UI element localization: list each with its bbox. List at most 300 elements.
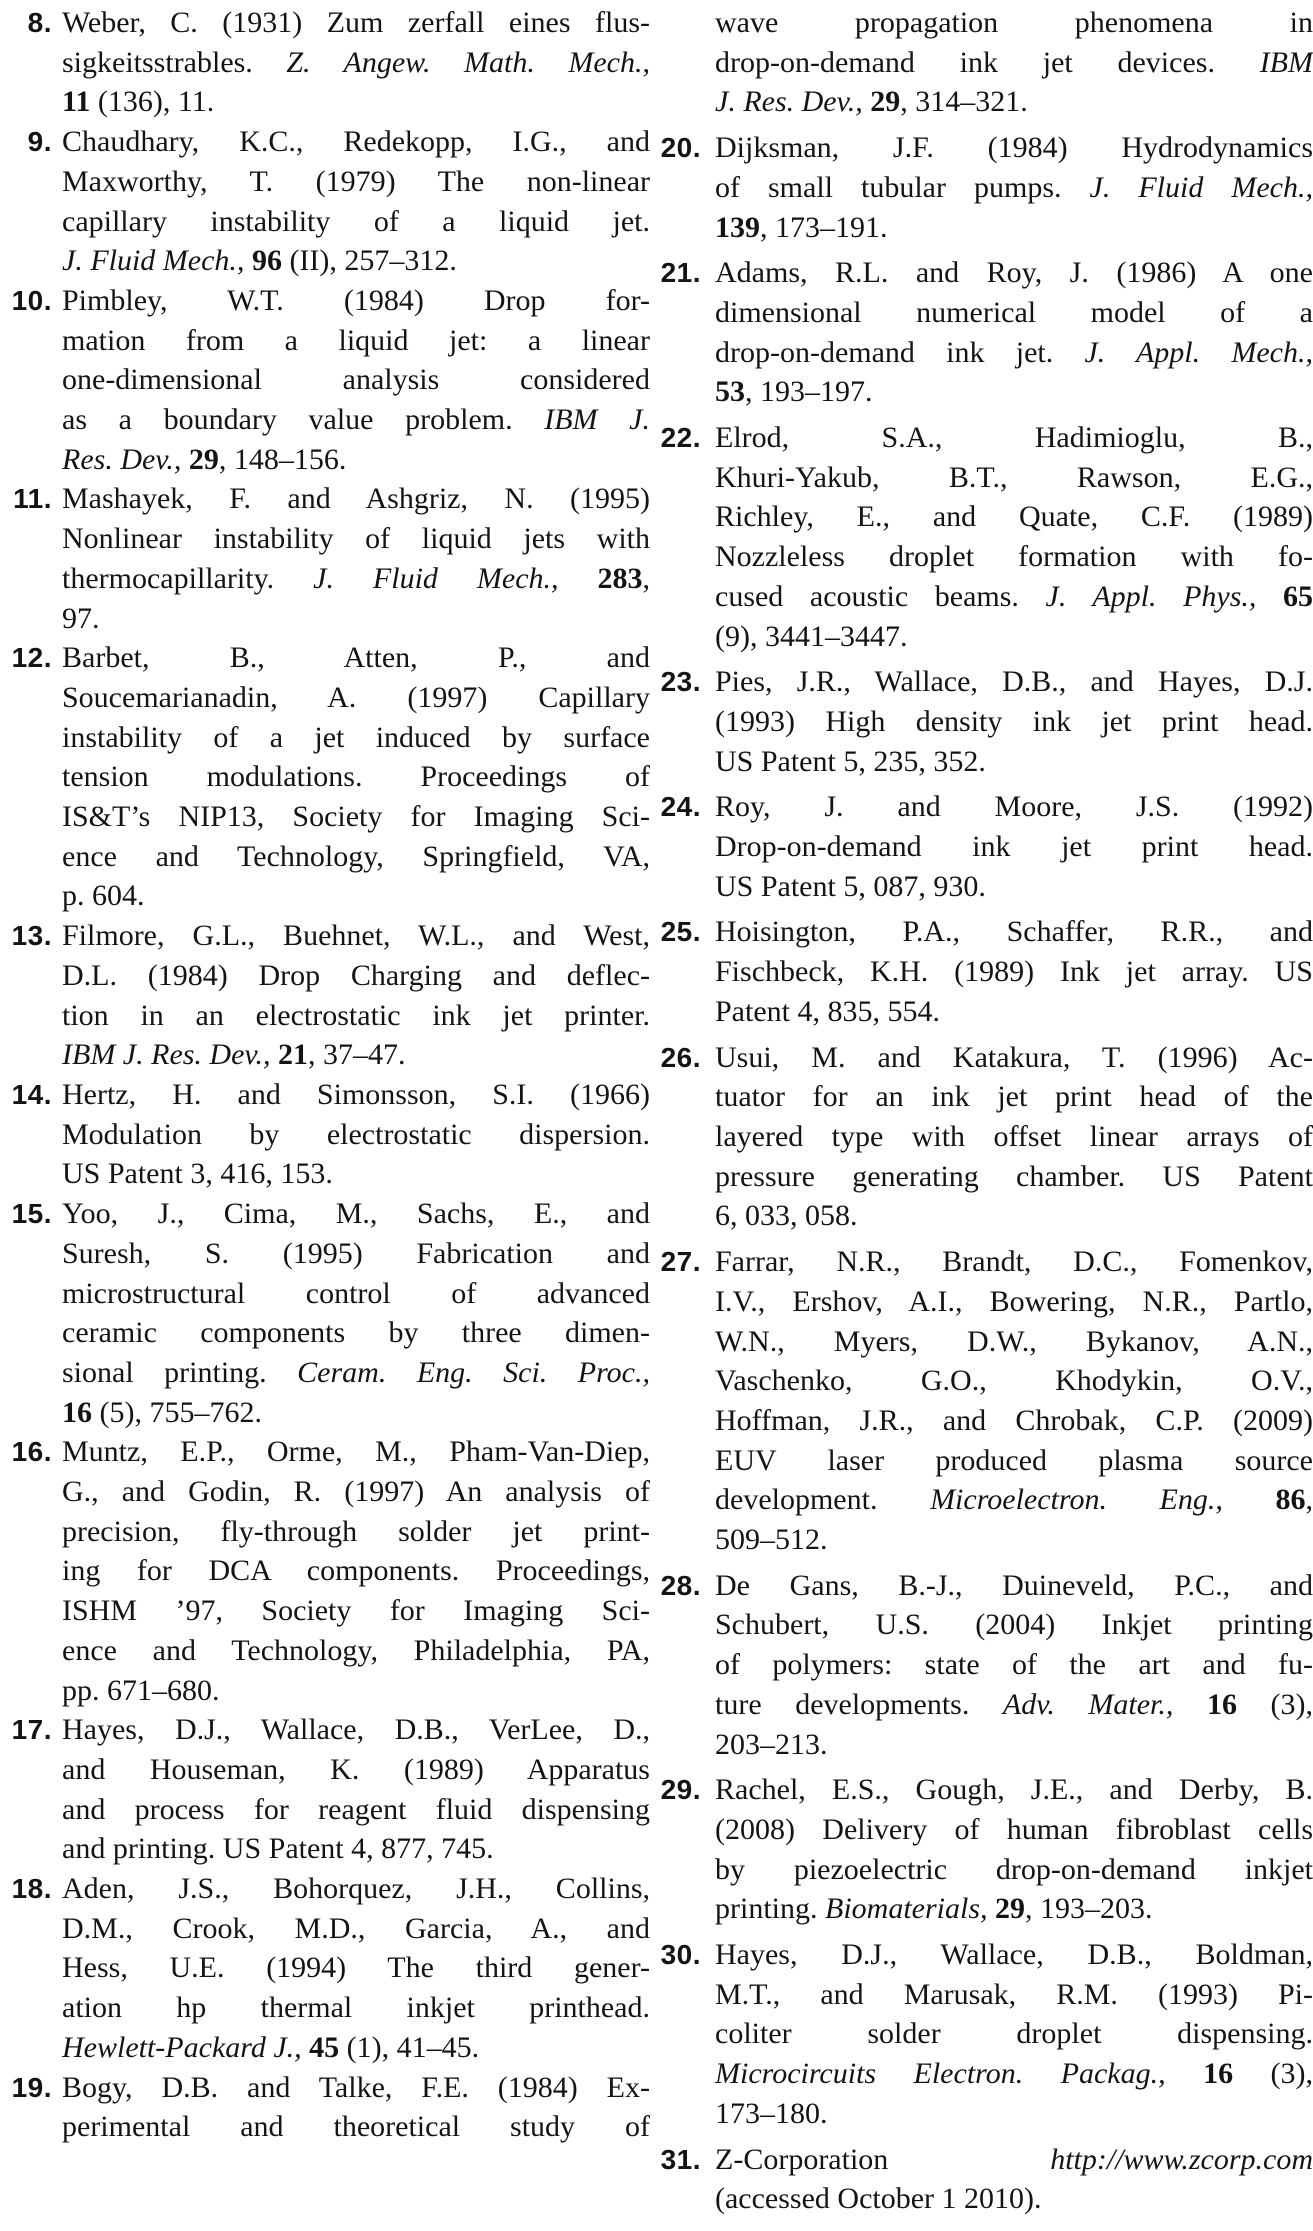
reference-body-text: Mashayek, F. and Ashgriz, N. (1995) bbox=[62, 482, 650, 516]
reference-line bbox=[62, 1551, 650, 1591]
reference-body-text: 6, 033, 058. bbox=[715, 1199, 858, 1233]
reference-text bbox=[62, 638, 650, 916]
reference-number: 27. bbox=[660, 1246, 701, 1278]
reference-item bbox=[655, 253, 1313, 412]
reference-line bbox=[715, 1975, 1313, 2015]
reference-body-text: , 37–47. bbox=[308, 1038, 406, 1072]
reference-text bbox=[62, 122, 650, 281]
reference-body-text: IS&T’s NIP13, Society for Imaging Sci- bbox=[62, 800, 650, 834]
reference-line bbox=[62, 1988, 650, 2028]
reference-line bbox=[62, 479, 650, 519]
volume-number: 16 bbox=[62, 1395, 92, 1429]
reference-text bbox=[62, 1194, 650, 1432]
reference-body-text: , 314–321. bbox=[900, 85, 1028, 119]
reference-line bbox=[715, 2179, 1313, 2219]
reference-body-text: Pies, J.R., Wallace, D.B., and Hayes, D.J. bbox=[715, 665, 1313, 699]
reference-body-text: , 148–156. bbox=[218, 442, 347, 476]
reference-body-text: thermocapillarity. bbox=[62, 561, 314, 595]
reference-line bbox=[715, 1117, 1313, 1157]
reference-number: 21. bbox=[660, 257, 701, 289]
reference-number: 16. bbox=[11, 1436, 52, 1468]
reference-body-text: Weber, C. (1931) Zum zerfall eines flus- bbox=[62, 6, 650, 39]
reference-body-text: Hess, U.E. (1994) The third gener- bbox=[62, 1951, 650, 1985]
reference-line bbox=[715, 1441, 1313, 1481]
reference-line bbox=[715, 662, 1313, 702]
reference-line bbox=[62, 678, 650, 718]
reference-body-text: Richley, E., and Quate, C.F. (1989) bbox=[715, 500, 1313, 534]
reference-line bbox=[62, 1710, 650, 1750]
reference-line bbox=[62, 1035, 650, 1075]
reference-body-text: Suresh, S. (1995) Fabrication and bbox=[62, 1236, 650, 1270]
reference-body-text: G., and Godin, R. (1997) An analysis of bbox=[62, 1475, 650, 1509]
reference-body-text: Hayes, D.J., Wallace, D.B., Boldman, bbox=[715, 1938, 1313, 1972]
journal-or-italic-text: IBM J. Res. Dev., bbox=[62, 1038, 279, 1072]
reference-body-text: ture developments. bbox=[715, 1687, 1003, 1721]
reference-body-text: 97. bbox=[62, 601, 100, 635]
reference-body-text: Rachel, E.S., Gough, J.E., and Derby, B. bbox=[715, 1773, 1313, 1807]
volume-number: 29 bbox=[188, 442, 219, 476]
reference-text bbox=[62, 1075, 650, 1194]
reference-text bbox=[62, 3, 650, 122]
reference-body-text: , bbox=[642, 561, 650, 595]
reference-body-text: wave propagation phenomena in bbox=[715, 6, 1313, 39]
reference-line bbox=[715, 497, 1313, 537]
reference-body-text: Dijksman, J.F. (1984) Hydrodynamics bbox=[715, 131, 1313, 165]
reference-body-text: sigkeitsstrables. bbox=[62, 45, 287, 79]
reference-body-text: ing for DCA components. Proceedings, bbox=[62, 1554, 650, 1588]
reference-line bbox=[62, 559, 650, 599]
reference-item bbox=[0, 479, 650, 638]
reference-line bbox=[62, 2028, 650, 2068]
reference-line bbox=[715, 253, 1313, 293]
reference-line bbox=[62, 916, 650, 956]
reference-body-text: 509–512. bbox=[715, 1523, 828, 1557]
reference-number: 19. bbox=[11, 2071, 52, 2103]
reference-body-text: (1), 41–45. bbox=[339, 2030, 480, 2064]
reference-body-text: , 173–191. bbox=[760, 210, 888, 244]
reference-body-text: (II), 257–312. bbox=[281, 244, 457, 278]
reference-item bbox=[655, 1038, 1313, 1237]
reference-line bbox=[715, 43, 1313, 83]
reference-line bbox=[715, 1196, 1313, 1236]
reference-line bbox=[715, 787, 1313, 827]
reference-line bbox=[715, 372, 1313, 412]
reference-body-text: capillary instability of a liquid jet. bbox=[62, 204, 650, 238]
reference-line bbox=[715, 168, 1313, 208]
reference-number: 22. bbox=[660, 422, 701, 454]
reference-line bbox=[715, 537, 1313, 577]
reference-line bbox=[715, 992, 1313, 1032]
reference-body-text: ceramic components by three dimen- bbox=[62, 1316, 650, 1350]
reference-line bbox=[715, 333, 1313, 373]
reference-body-text: tension modulations. Proceedings of bbox=[62, 760, 650, 794]
reference-line bbox=[62, 876, 650, 916]
reference-body-text: Hoffman, J.R., and Chrobak, C.P. (2009) bbox=[715, 1403, 1313, 1437]
reference-item bbox=[655, 128, 1313, 247]
reference-body-text: Nonlinear instability of liquid jets with bbox=[62, 522, 650, 556]
volume-number: 11 bbox=[62, 85, 91, 119]
reference-text bbox=[62, 916, 650, 1075]
reference-line bbox=[62, 837, 650, 877]
reference-body-text: (136), 11. bbox=[90, 85, 215, 119]
reference-line bbox=[715, 2094, 1313, 2134]
journal-or-italic-text: J. Fluid Mech., bbox=[62, 244, 252, 278]
reference-item bbox=[0, 281, 650, 480]
journal-or-italic-text: Microcircuits Electron. Packag., bbox=[715, 2057, 1204, 2091]
reference-item bbox=[655, 662, 1313, 781]
reference-line bbox=[715, 2140, 1313, 2180]
reference-line bbox=[62, 2068, 650, 2108]
reference-line bbox=[715, 1725, 1313, 1765]
reference-line bbox=[715, 912, 1313, 952]
reference-body-text: Aden, J.S., Bohorquez, J.H., Collins, bbox=[62, 1872, 650, 1906]
journal-or-italic-text: J. Fluid Mech., bbox=[313, 561, 598, 595]
journal-or-italic-text: Res. Dev., bbox=[62, 442, 189, 476]
reference-line bbox=[62, 599, 650, 639]
reference-body-text: Barbet, B., Atten, P., and bbox=[62, 641, 650, 675]
reference-body-text: tuator for an ink jet print head of the bbox=[715, 1080, 1313, 1114]
reference-line bbox=[715, 1282, 1313, 1322]
journal-or-italic-text: Biomaterials, bbox=[825, 1892, 995, 1926]
reference-item bbox=[655, 1770, 1313, 1929]
reference-body-text: layered type with offset linear arrays of bbox=[715, 1119, 1313, 1153]
reference-number: 9. bbox=[27, 126, 52, 158]
reference-body-text: (9), 3441–3447. bbox=[715, 619, 908, 653]
reference-number: 17. bbox=[11, 1714, 52, 1746]
reference-line bbox=[62, 1154, 650, 1194]
reference-text bbox=[715, 1770, 1313, 1929]
reference-body-text: as a boundary value problem. bbox=[62, 403, 545, 437]
reference-line bbox=[62, 757, 650, 797]
reference-item bbox=[0, 122, 650, 281]
reference-body-text: pressure generating chamber. US Patent bbox=[715, 1159, 1313, 1193]
journal-or-italic-text: Microelectron. Eng., bbox=[930, 1483, 1276, 1517]
volume-number: 29 bbox=[870, 85, 901, 119]
reference-line bbox=[62, 360, 650, 400]
reference-line bbox=[62, 1591, 650, 1631]
reference-item bbox=[0, 916, 650, 1075]
reference-body-text: US Patent 3, 416, 153. bbox=[62, 1157, 333, 1191]
reference-text bbox=[62, 479, 650, 638]
volume-number: 139 bbox=[715, 210, 760, 244]
reference-line bbox=[62, 1750, 650, 1790]
journal-or-italic-text: J. Fluid Mech., bbox=[1089, 170, 1313, 204]
reference-body-text: ence and Technology, Springfield, VA, bbox=[62, 839, 650, 873]
reference-number: 12. bbox=[11, 642, 52, 674]
reference-body-text: drop-on-demand ink jet devices. bbox=[715, 45, 1260, 79]
reference-text bbox=[715, 912, 1313, 1031]
reference-body-text: Pimbley, W.T. (1984) Drop for- bbox=[62, 283, 650, 317]
reference-body-text: precision, fly-through solder jet print- bbox=[62, 1514, 650, 1548]
reference-body-text: US Patent 5, 235, 352. bbox=[715, 744, 986, 778]
reference-item bbox=[0, 1075, 650, 1194]
reference-line bbox=[715, 1361, 1313, 1401]
reference-line bbox=[62, 162, 650, 202]
reference-body-text: (accessed October 1 2010). bbox=[715, 2182, 1042, 2216]
reference-line bbox=[715, 3, 1313, 43]
reference-body-text: mation from a liquid jet: a linear bbox=[62, 323, 650, 357]
reference-line bbox=[62, 1790, 650, 1830]
reference-number: 28. bbox=[660, 1569, 701, 1601]
reference-line bbox=[62, 797, 650, 837]
reference-body-text: 203–213. bbox=[715, 1727, 828, 1761]
reference-body-text: Maxworthy, T. (1979) The non-linear bbox=[62, 164, 650, 198]
reference-text bbox=[715, 253, 1313, 412]
volume-number: 45 bbox=[309, 2030, 340, 2064]
reference-line bbox=[715, 2014, 1313, 2054]
reference-text bbox=[715, 787, 1313, 906]
reference-text bbox=[715, 2140, 1313, 2219]
volume-number: 21 bbox=[278, 1038, 309, 1072]
reference-number: 18. bbox=[11, 1873, 52, 1905]
reference-line bbox=[715, 458, 1313, 498]
reference-line bbox=[715, 1770, 1313, 1810]
reference-body-text: Fischbeck, K.H. (1989) Ink jet array. US bbox=[715, 955, 1313, 989]
reference-item bbox=[0, 3, 650, 122]
reference-body-text: Muntz, E.P., Orme, M., Pham-Van-Diep, bbox=[62, 1435, 650, 1469]
reference-body-text: Hoisington, P.A., Schaffer, R.R., and bbox=[715, 915, 1313, 949]
reference-body-text: Usui, M. and Katakura, T. (1996) Ac- bbox=[715, 1040, 1313, 1074]
reference-body-text: dimensional numerical model of a bbox=[715, 295, 1313, 329]
reference-line bbox=[62, 1353, 650, 1393]
reference-line bbox=[62, 1909, 650, 1949]
reference-body-text: 173–180. bbox=[715, 2096, 828, 2130]
reference-body-text: of small tubular pumps. bbox=[715, 170, 1090, 204]
reference-line bbox=[62, 1234, 650, 1274]
reference-body-text: drop-on-demand ink jet. bbox=[715, 335, 1085, 369]
reference-body-text: D.L. (1984) Drop Charging and deflec- bbox=[62, 958, 650, 992]
journal-or-italic-text: J. Res. Dev., bbox=[715, 85, 871, 119]
reference-item bbox=[0, 638, 650, 916]
reference-body-text: pp. 671–680. bbox=[62, 1673, 220, 1707]
reference-line bbox=[62, 1948, 650, 1988]
reference-line bbox=[62, 1869, 650, 1909]
journal-or-italic-text: Adv. Mater., bbox=[1002, 1687, 1207, 1721]
references-column-left bbox=[0, 3, 650, 2147]
reference-body-text: Farrar, N.R., Brandt, D.C., Fomenkov, bbox=[715, 1245, 1313, 1279]
reference-line bbox=[715, 577, 1313, 617]
reference-line bbox=[715, 1077, 1313, 1117]
reference-number: 13. bbox=[11, 920, 52, 952]
reference-line bbox=[715, 1038, 1313, 1078]
reference-text bbox=[715, 1566, 1313, 1765]
reference-item bbox=[655, 787, 1313, 906]
reference-number: 23. bbox=[660, 666, 701, 698]
journal-or-italic-text: IBM bbox=[1259, 45, 1313, 79]
reference-number: 20. bbox=[660, 132, 701, 164]
volume-number: 29 bbox=[995, 1892, 1025, 1926]
reference-body-text: Adams, R.L. and Roy, J. (1986) A one bbox=[715, 256, 1313, 290]
journal-or-italic-text: http://www.zcorp.com bbox=[1050, 2142, 1313, 2176]
reference-number: 14. bbox=[11, 1078, 52, 1110]
reference-text bbox=[715, 1038, 1313, 1237]
reference-body-text: (5), 755–762. bbox=[92, 1395, 262, 1429]
reference-text bbox=[62, 281, 650, 480]
reference-line bbox=[62, 241, 650, 281]
reference-body-text: (2008) Delivery of human fibroblast cells bbox=[715, 1812, 1313, 1846]
reference-line bbox=[715, 1645, 1313, 1685]
reference-body-text: , bbox=[1305, 1483, 1313, 1517]
references-column-right bbox=[655, 3, 1313, 2219]
reference-item bbox=[655, 1242, 1313, 1560]
reference-body-text: cused acoustic beams. bbox=[715, 579, 1046, 613]
reference-line bbox=[62, 519, 650, 559]
reference-item bbox=[655, 1566, 1313, 1765]
reference-line bbox=[715, 617, 1313, 657]
reference-text bbox=[715, 1935, 1313, 2134]
reference-line bbox=[62, 2107, 650, 2147]
reference-line bbox=[715, 1850, 1313, 1890]
reference-line bbox=[715, 827, 1313, 867]
reference-line bbox=[62, 202, 650, 242]
reference-body-text: Soucemarianadin, A. (1997) Capillary bbox=[62, 680, 650, 714]
reference-body-text: Vaschenko, G.O., Khodykin, O.V., bbox=[715, 1364, 1313, 1398]
reference-text bbox=[715, 128, 1313, 247]
reference-line bbox=[62, 440, 650, 480]
volume-number: 65 bbox=[1283, 579, 1313, 613]
reference-line bbox=[715, 418, 1313, 458]
reference-line bbox=[62, 996, 650, 1036]
reference-body-text: Khuri-Yakub, B.T., Rawson, E.G., bbox=[715, 460, 1313, 494]
reference-body-text: Nozzleless droplet formation with fo- bbox=[715, 540, 1313, 574]
reference-line bbox=[62, 1194, 650, 1234]
reference-body-text: of polymers: state of the art and fu- bbox=[715, 1648, 1313, 1682]
reference-body-text: coliter solder droplet dispensing. bbox=[715, 2017, 1313, 2051]
reference-line bbox=[715, 293, 1313, 333]
reference-line bbox=[715, 742, 1313, 782]
reference-line bbox=[62, 43, 650, 83]
reference-line bbox=[715, 1322, 1313, 1362]
reference-line bbox=[62, 82, 650, 122]
volume-number: 16 bbox=[1203, 2057, 1234, 2091]
reference-line bbox=[715, 702, 1313, 742]
reference-item bbox=[655, 3, 1313, 122]
reference-text bbox=[715, 3, 1313, 122]
reference-body-text: Hayes, D.J., Wallace, D.B., VerLee, D., bbox=[62, 1713, 650, 1747]
reference-text bbox=[62, 1432, 650, 1710]
reference-line bbox=[62, 1115, 650, 1155]
reference-line bbox=[715, 208, 1313, 248]
reference-body-text: Modulation by electrostatic dispersion. bbox=[62, 1117, 650, 1151]
reference-body-text: Schubert, U.S. (2004) Inkjet printing bbox=[715, 1608, 1313, 1642]
reference-body-text: ISHM ’97, Society for Imaging Sci- bbox=[62, 1594, 650, 1628]
reference-line bbox=[62, 3, 650, 43]
volume-number: 283 bbox=[597, 561, 643, 595]
reference-line bbox=[62, 1075, 650, 1115]
reference-line bbox=[62, 321, 650, 361]
reference-body-text: sional printing. bbox=[62, 1355, 298, 1389]
reference-body-text: Elrod, S.A., Hadimioglu, B., bbox=[715, 421, 1313, 455]
reference-line bbox=[62, 1472, 650, 1512]
reference-line bbox=[715, 1605, 1313, 1645]
reference-line bbox=[62, 638, 650, 678]
reference-body-text: Roy, J. and Moore, J.S. (1992) bbox=[715, 790, 1313, 824]
reference-line bbox=[62, 1631, 650, 1671]
reference-body-text: , 193–203. bbox=[1025, 1892, 1153, 1926]
reference-body-text: US Patent 5, 087, 930. bbox=[715, 869, 986, 903]
reference-body-text: Z-Corporation bbox=[715, 2142, 1051, 2176]
reference-body-text: and printing. US Patent 4, 877, 745. bbox=[62, 1832, 494, 1866]
reference-item bbox=[0, 1869, 650, 2068]
reference-text bbox=[715, 418, 1313, 656]
reference-body-text: M.T., and Marusak, R.M. (1993) Pi- bbox=[715, 1977, 1313, 2011]
reference-line bbox=[62, 718, 650, 758]
reference-line bbox=[715, 1566, 1313, 1606]
reference-line bbox=[62, 1393, 650, 1433]
reference-body-text: ation hp thermal inkjet printhead. bbox=[62, 1991, 650, 2025]
reference-body-text: W.N., Myers, D.W., Bykanov, A.N., bbox=[715, 1324, 1313, 1358]
reference-body-text: tion in an electrostatic ink jet printer. bbox=[62, 998, 650, 1032]
volume-number: 16 bbox=[1206, 1687, 1237, 1721]
reference-number: 8. bbox=[27, 7, 52, 38]
reference-body-text: printing. bbox=[715, 1892, 825, 1926]
reference-body-text: microstructural control of advanced bbox=[62, 1276, 650, 1310]
volume-number: 53 bbox=[715, 375, 745, 409]
reference-body-text: p. 604. bbox=[62, 879, 145, 913]
reference-body-text: by piezoelectric drop-on-demand inkjet bbox=[715, 1852, 1313, 1886]
journal-or-italic-text: J. Appl. Phys., bbox=[1045, 579, 1283, 613]
reference-line bbox=[62, 956, 650, 996]
reference-number: 31. bbox=[660, 2143, 701, 2175]
reference-number: 15. bbox=[11, 1198, 52, 1230]
reference-line bbox=[62, 1274, 650, 1314]
reference-body-text: I.V., Ershov, A.I., Bowering, N.R., Partlo, bbox=[715, 1284, 1313, 1318]
reference-body-text: instability of a jet induced by surface bbox=[62, 720, 650, 754]
reference-line bbox=[62, 122, 650, 162]
reference-item bbox=[0, 1432, 650, 1710]
reference-number: 26. bbox=[660, 1041, 701, 1073]
reference-text bbox=[715, 662, 1313, 781]
reference-line bbox=[715, 1157, 1313, 1197]
reference-body-text: (1993) High density ink jet print head. bbox=[715, 704, 1313, 738]
reference-body-text: Drop-on-demand ink jet print head. bbox=[715, 830, 1313, 864]
reference-body-text: , 193–197. bbox=[745, 375, 873, 409]
reference-body-text: and Houseman, K. (1989) Apparatus bbox=[62, 1752, 650, 1786]
reference-body-text: Filmore, G.L., Buehnet, W.L., and West, bbox=[62, 919, 650, 953]
reference-body-text: D.M., Crook, M.D., Garcia, A., and bbox=[62, 1911, 650, 1945]
reference-number: 24. bbox=[660, 791, 701, 823]
reference-body-text: (3), bbox=[1236, 1687, 1313, 1721]
reference-line bbox=[62, 281, 650, 321]
reference-line bbox=[715, 1935, 1313, 1975]
reference-body-text: Chaudhary, K.C., Redekopp, I.G., and bbox=[62, 125, 650, 159]
reference-body-text: development. bbox=[715, 1483, 931, 1517]
reference-line bbox=[62, 1432, 650, 1472]
reference-text bbox=[715, 1242, 1313, 1560]
reference-line bbox=[62, 1313, 650, 1353]
journal-or-italic-text: Hewlett-Packard J., bbox=[62, 2030, 310, 2064]
reference-line bbox=[715, 2054, 1313, 2094]
reference-line bbox=[715, 1242, 1313, 1282]
reference-body-text: one-dimensional analysis considered bbox=[62, 363, 650, 397]
reference-line bbox=[62, 1829, 650, 1869]
reference-number: 10. bbox=[11, 284, 52, 316]
reference-body-text: Patent 4, 835, 554. bbox=[715, 994, 940, 1028]
reference-body-text: and process for reagent fluid dispensing bbox=[62, 1792, 650, 1826]
journal-or-italic-text: J. Appl. Mech., bbox=[1084, 335, 1313, 369]
volume-number: 86 bbox=[1275, 1483, 1306, 1517]
reference-line bbox=[715, 867, 1313, 907]
volume-number: 96 bbox=[251, 244, 282, 278]
reference-line bbox=[715, 128, 1313, 168]
reference-item bbox=[0, 1194, 650, 1432]
reference-number: 11. bbox=[13, 483, 52, 515]
reference-line bbox=[715, 1520, 1313, 1560]
reference-body-text: (3), bbox=[1233, 2057, 1313, 2091]
reference-body-text: EUV laser produced plasma source bbox=[715, 1443, 1313, 1477]
reference-line bbox=[715, 1685, 1313, 1725]
reference-line bbox=[715, 1401, 1313, 1441]
